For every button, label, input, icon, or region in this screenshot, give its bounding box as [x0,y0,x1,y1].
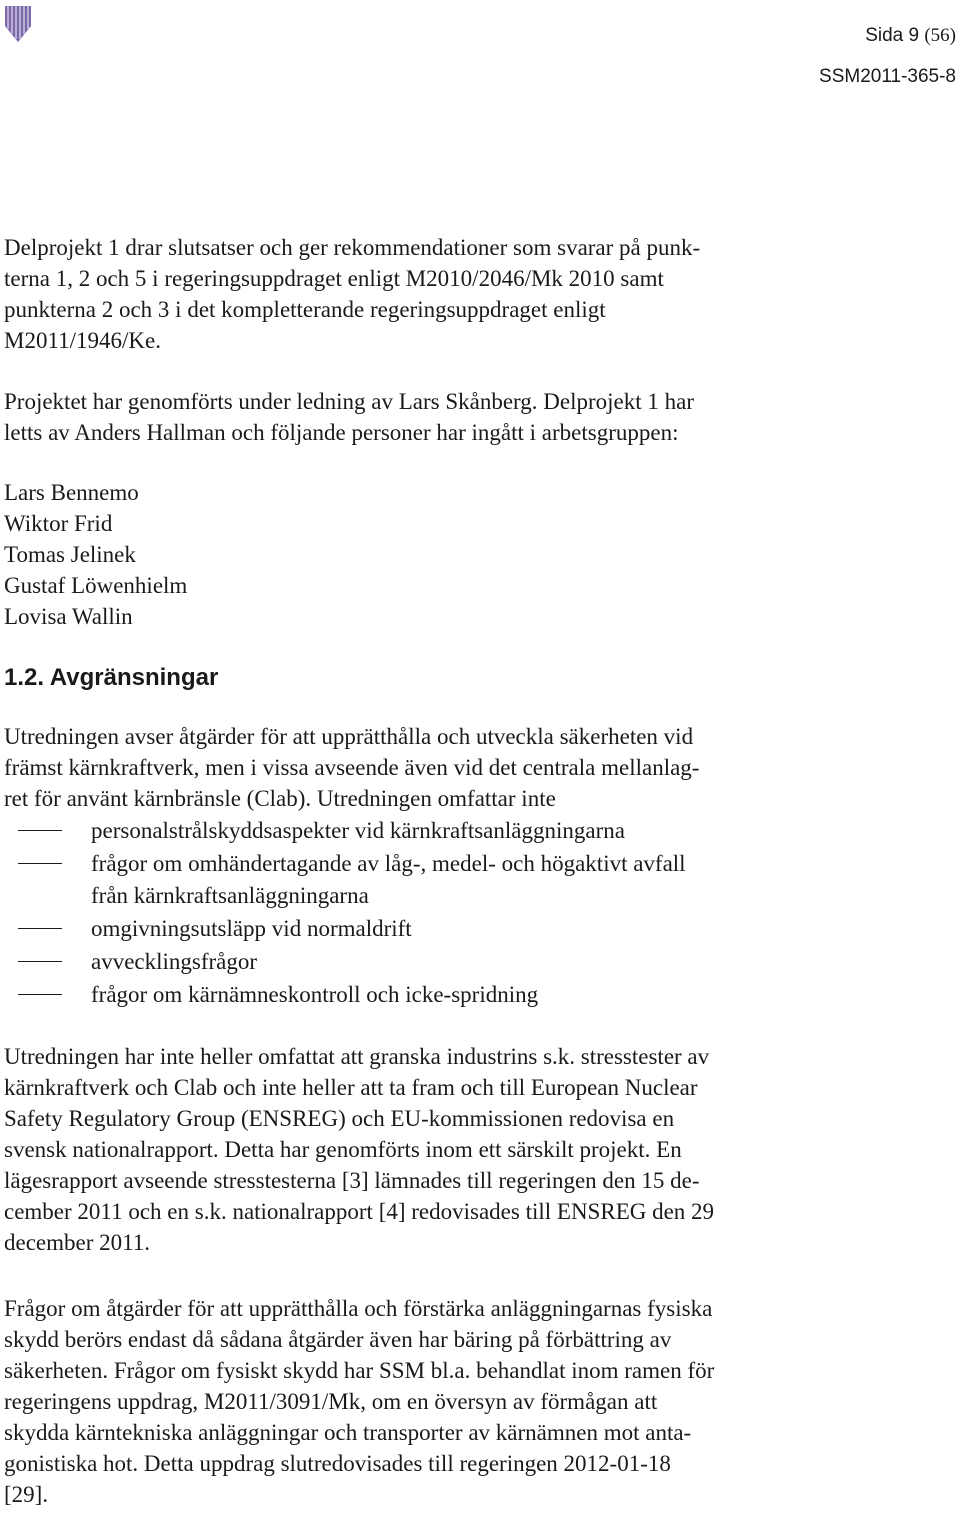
line: främst kärnkraftverk, men i vissa avseende även vid det centrala mellanlag- [4,755,700,780]
line: gonistiska hot. Detta uppdrag slutredovisades till regeringen 2012-01-18 [4,1451,671,1476]
line: december 2011. [4,1230,151,1255]
list-item [4,815,844,847]
dash-bullet-icon [18,994,62,995]
line: [29]. [4,1482,49,1507]
paragraph-physical-protection [4,1293,844,1510]
list-item-text: omgivningsutsläpp vid normaldrift [91,916,412,941]
list-item: Wiktor Frid [4,511,113,536]
line: M2011/1946/Ke. [4,328,161,353]
list-item-text: från kärnkraftsanläggningarna [91,883,369,908]
line: säkerheten. Frågor om fysiskt skydd har SSM bl.a. behandlat inom ramen för [4,1358,715,1383]
line: letts av Anders Hallman och följande personer har ingått i arbetsgruppen: [4,420,679,445]
paragraph-delprojekt [4,232,844,356]
list-item: Tomas Jelinek [4,542,136,567]
line: Delprojekt 1 drar slutsatser och ger rekommendationer som svarar på punk- [4,235,701,260]
line: punkterna 2 och 3 i det kompletterande regeringsuppdraget enligt [4,297,606,322]
dash-bullet-icon [18,863,62,864]
list-item-text: avvecklingsfrågor [91,949,258,974]
line: cember 2011 och en s.k. nationalrapport [4] redovisades till ENSREG den 29 [4,1199,715,1224]
ssm-logo-icon [4,4,32,44]
exclusion-list [4,815,844,1011]
document-id: SSM2011-365-8 [819,66,956,87]
line: Frågor om åtgärder för att upprätthålla och förstärka anläggningarnas fysiska [4,1296,713,1321]
line: skydd berörs endast då sådana åtgärder även har bäring på förbättring av [4,1327,672,1352]
line: regeringens uppdrag, M2011/3091/Mk, om en översyn av förmågan att [4,1389,658,1414]
list-item: Lovisa Wallin [4,604,133,629]
list-item: Lars Bennemo [4,480,139,505]
page-label: Sida 9 [865,25,920,46]
line: kärnkraftverk och Clab och inte heller att ta fram och till European Nuclear [4,1075,698,1100]
line: lägesrapport avseende stresstesterna [3] lämnades till regeringen den 15 de- [4,1168,700,1193]
paragraph-stresstests [4,1041,844,1258]
paragraph-scope [4,721,844,814]
dash-bullet-icon [18,830,62,831]
line: terna 1, 2 och 5 i regeringsuppdraget enligt M2010/2046/Mk 2010 samt [4,266,664,291]
dash-bullet-icon [18,928,62,929]
working-group-list [4,477,844,632]
list-item-text: frågor om kärnämneskontroll och icke-spridning [91,982,539,1007]
page-header [819,24,956,89]
document-body [4,232,844,1510]
page-total: (56) [924,25,956,46]
line: ret för använt kärnbränsle (Clab). Utredningen omfattar inte [4,786,556,811]
page-number [819,24,956,48]
paragraph-project-lead [4,386,844,448]
line: Utredningen avser åtgärder för att upprätthålla och utveckla säkerheten vid [4,724,694,749]
list-item [4,979,844,1011]
line: Projektet har genomförts under ledning av Lars Skånberg. Delprojekt 1 har [4,389,695,414]
list-item [4,848,844,912]
line: Utredningen har inte heller omfattat att granska industrins s.k. stresstester av [4,1044,710,1069]
list-item-text: frågor om omhändertagande av låg-, medel- och högaktivt avfall [91,851,686,876]
line: svensk nationalrapport. Detta har genomförts inom ett särskilt projekt. En [4,1137,682,1162]
line: skydda kärntekniska anläggningar och transporter av kärnämnen mot anta- [4,1420,692,1445]
section-heading: 1.2. Avgränsningar [4,664,219,691]
list-item-text: personalstrålskyddsaspekter vid kärnkraftsanläggningarna [91,818,625,843]
line: Safety Regulatory Group (ENSREG) och EU-kommissionen redovisa en [4,1106,675,1131]
list-item: Gustaf Löwenhielm [4,573,188,598]
dash-bullet-icon [18,961,62,962]
list-item [4,946,844,978]
list-item [4,913,844,945]
